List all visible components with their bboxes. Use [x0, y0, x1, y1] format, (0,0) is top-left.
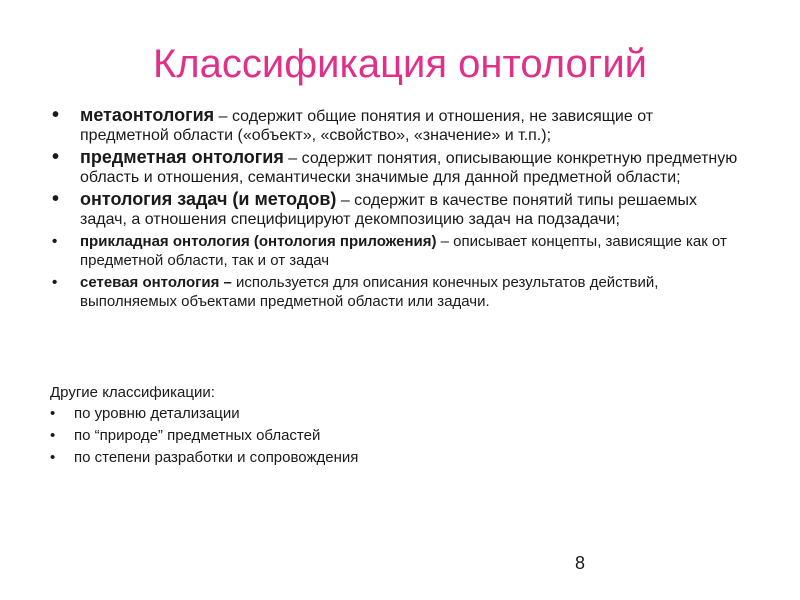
- list-item-label: по “природе” предметных областей: [74, 427, 321, 444]
- list-item-application-ontology: [52, 232, 742, 270]
- other-classifications-list: [50, 403, 358, 469]
- term-description: – содержит в качестве понятий типы решаемых задач, а отношения специфицируют декомпозицию задач на подзадачи;: [80, 192, 698, 228]
- term-label: предметная онтология: [80, 147, 284, 167]
- term-label: сетевая онтология –: [80, 274, 232, 291]
- bullet: •: [52, 274, 58, 291]
- bullet: •: [52, 233, 58, 250]
- list-item: [50, 447, 358, 469]
- list-item-task-ontology: [52, 190, 742, 229]
- page-number: 8: [575, 553, 586, 573]
- list-item-domain-ontology: [52, 148, 742, 187]
- list-item-label: по уровню детализации: [74, 405, 240, 422]
- term-label: онтология задач (и методов): [80, 189, 337, 209]
- bullet: •: [50, 427, 56, 444]
- ontology-classification-list: [52, 106, 742, 314]
- term-description: – содержит общие понятия и отношения, не зависящие от предметной области («объект», «свойство», «значение» и т.п.);: [80, 108, 654, 144]
- bullet: •: [50, 449, 56, 466]
- other-classifications-heading: Другие классификации:: [50, 384, 215, 401]
- term-description: – содержит понятия, описывающие конкретную предметную область и отношения, семантически значимые для данной предметной области;: [80, 150, 738, 186]
- term-label: прикладная онтология (онтология приложения): [80, 233, 437, 250]
- slide-title: Классификация онтологий: [152, 42, 648, 86]
- list-item-label: по степени разработки и сопровождения: [74, 449, 359, 466]
- list-item: [50, 425, 358, 447]
- term-description: – описывает концепты, зависящие как от предметной области, так и от задач: [80, 233, 727, 269]
- bullet: •: [52, 146, 60, 168]
- term-label: метаонтология: [80, 105, 215, 125]
- list-item-network-ontology: [52, 273, 742, 311]
- bullet: •: [52, 188, 60, 210]
- bullet: •: [52, 104, 60, 126]
- term-description: используется для описания конечных результатов действий, выполняемых объектами предметной области или задачи.: [80, 274, 659, 310]
- bullet: •: [50, 405, 56, 422]
- list-item: [50, 403, 358, 425]
- list-item-metaontology: [52, 106, 742, 145]
